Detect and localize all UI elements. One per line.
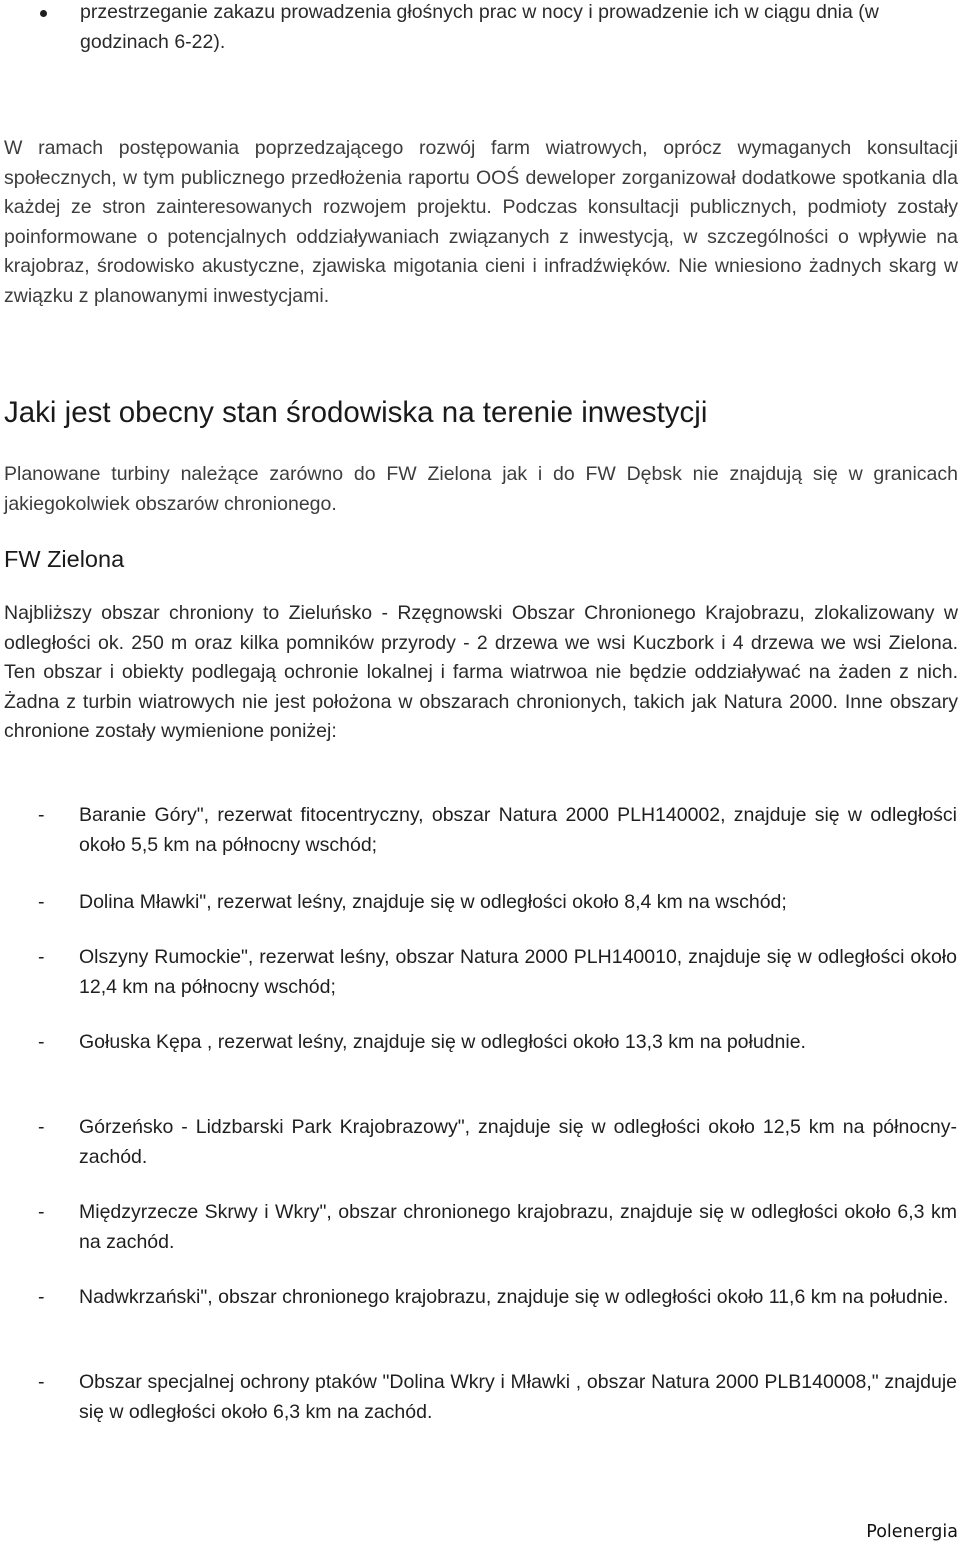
list-item-text: Gołuska Kępa , rezerwat leśny, znajduje się w odległości około 13,3 km na południe. (79, 1031, 806, 1053)
dash-marker: - (38, 1201, 45, 1223)
dash-marker: - (38, 891, 45, 913)
dash-marker: - (38, 1031, 45, 1053)
list-item-text: Międzyrzecze Skrwy i Wkry", obszar chronionego krajobrazu, znajduje się w odległości około 6,3 km na zachód. (79, 1201, 957, 1253)
consultations-paragraph: W ramach postępowania poprzedzającego rozwój farm wiatrowych, oprócz wymaganych konsultacji społecznych, w tym publicznego przedłożenia raportu OOŚ deweloper zorganizował dodatkowe spotkania dla każdej ze stron zainteresowanych rozwojem projektu. Podczas konsultacji publicznych, podmioty zostały poinformowane o potencjalnych oddziaływaniach związanych z inwestycją, w szczególności o wpływie na krajobraz, środowisko akustyczne, zjawiska migotania cieni i infradźwięków. Nie wniesiono żadnych skarg w związku z planowanymi inwestycjami. (4, 137, 958, 307)
list-item-text: Dolina Mławki", rezerwat leśny, znajduje się w odległości około 8,4 km na wschód; (79, 891, 787, 913)
fw-zielona-paragraph: Najbliższy obszar chroniony to Zieluńsko - Rzęgnowski Obszar Chronionego Krajobrazu, zlokalizowany w odległości ok. 250 m oraz kilka pomników przyrody - 2 drzewa we wsi Kuczbork i 4 drzewa we wsi Zielona. Ten obszar i obiekty podlegają ochronie lokalnej i farma wiatrwoa nie będzie oddziaływać na żaden z nich. Żadna z turbin wiatrowych nie jest położona w obszarach chronionych, takich jak Natura 2000. Inne obszary chronione zostały wymienione poniżej: (4, 602, 958, 742)
dash-marker: - (38, 946, 45, 968)
dash-marker: - (38, 1286, 45, 1308)
list-item-text: Olszyny Rumockie", rezerwat leśny, obszar Natura 2000 PLH140010, znajduje się w odległości około 12,4 km na północny wschód; (79, 946, 957, 998)
list-item-text: Baranie Góry", rezerwat fitocentryczny, obszar Natura 2000 PLH140002, znajduje się w odległości około 5,5 km na północny wschód; (79, 804, 957, 856)
bullet-text: przestrzeganie zakazu prowadzenia głośnych prac w nocy i prowadzenie ich w ciągu dnia (w godzinach 6-22). (80, 1, 879, 53)
list-item-text: Nadwkrzański", obszar chronionego krajobrazu, znajduje się w odległości około 11,6 km na południe. (79, 1286, 949, 1308)
fw-zielona-heading: FW Zielona (4, 546, 125, 572)
dash-marker: - (38, 1116, 45, 1138)
bullet-icon (40, 10, 47, 17)
section-heading: Jaki jest obecny stan środowiska na terenie inwestycji (4, 396, 708, 429)
footer-brand: Polenergia (866, 1522, 958, 1542)
section-intro-paragraph: Planowane turbiny należące zarówno do FW Zielona jak i do FW Dębsk nie znajdują się w granicach jakiegokolwiek obszarów chronionego. (4, 463, 958, 515)
list-item-text: Górzeńsko - Lidzbarski Park Krajobrazowy", znajduje się w odległości około 12,5 km na północny-zachód. (79, 1116, 957, 1168)
dash-marker: - (38, 804, 45, 826)
list-item-text: Obszar specjalnej ochrony ptaków "Dolina Wkry i Mławki , obszar Natura 2000 PLB140008," znajduje się w odległości około 6,3 km na zachód. (79, 1371, 957, 1423)
dash-marker: - (38, 1371, 45, 1393)
